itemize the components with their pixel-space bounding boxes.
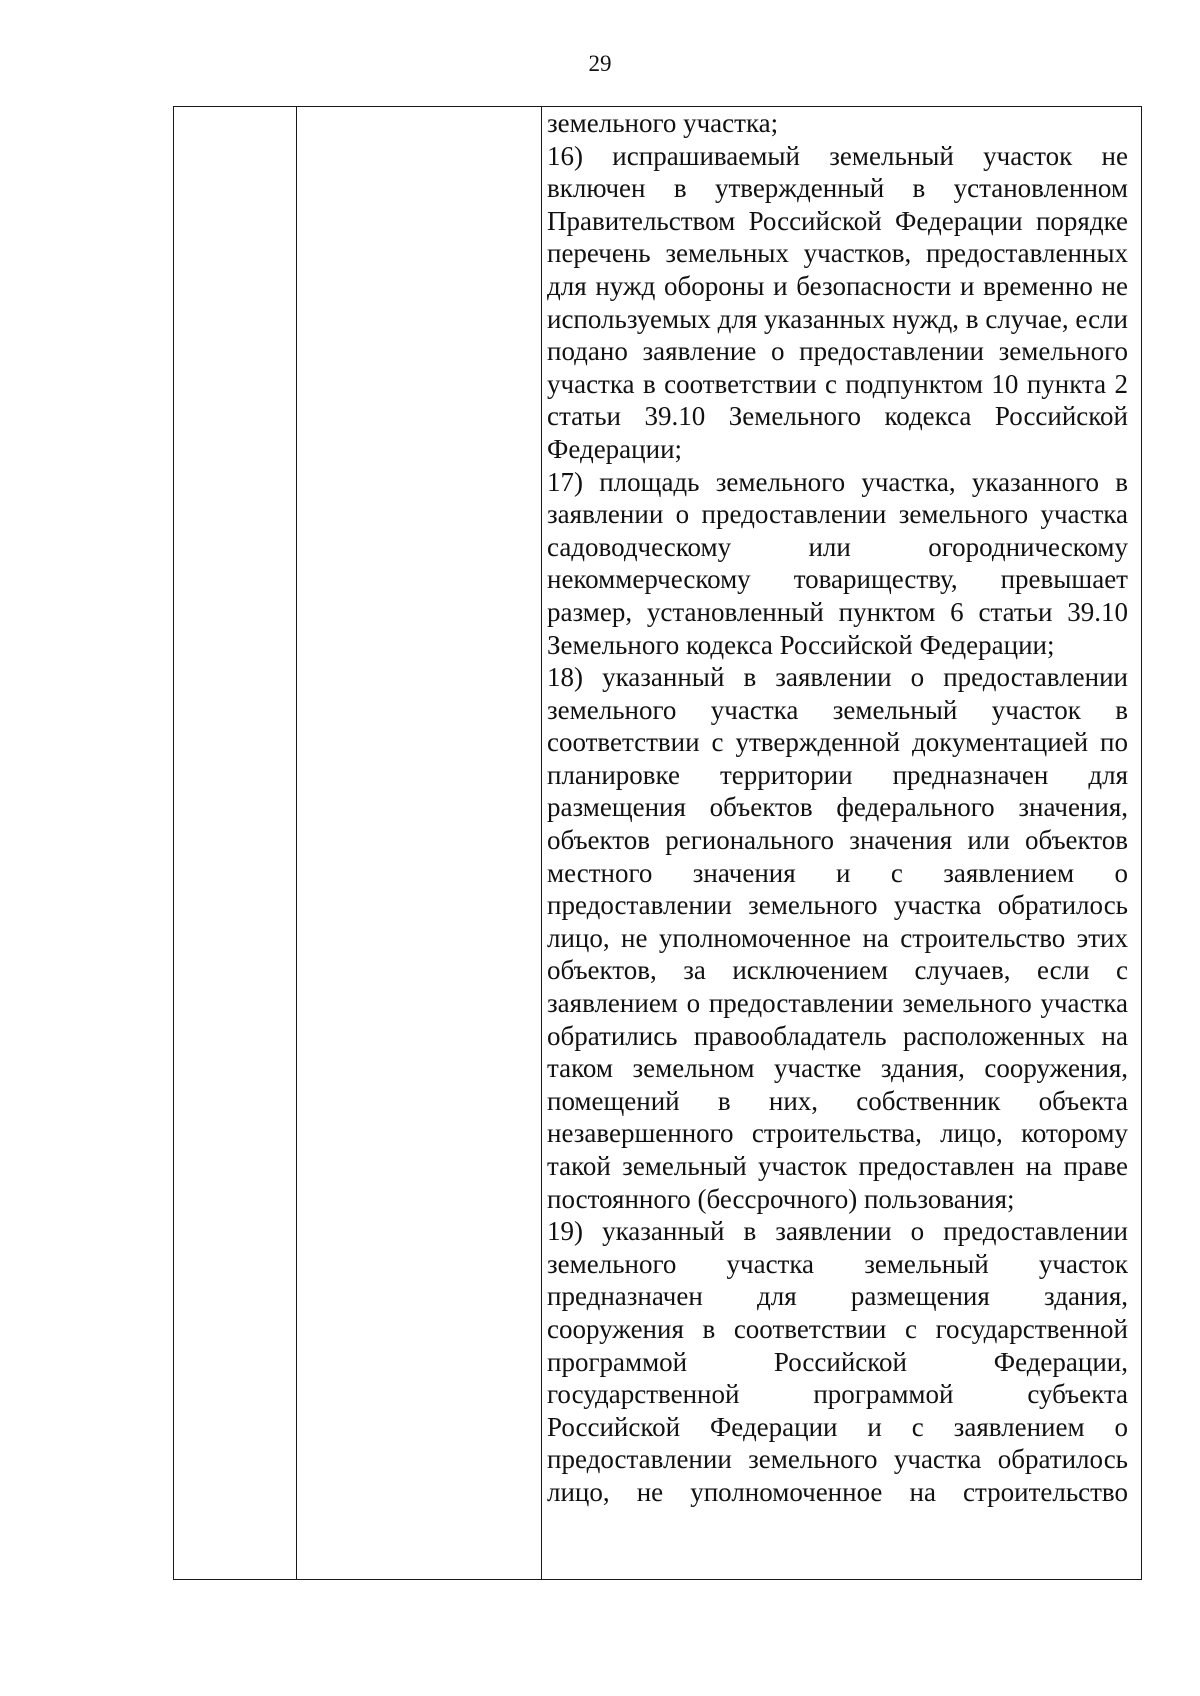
- paragraph-continuation: земельного участка;: [547, 108, 779, 138]
- column-divider-1: [296, 107, 297, 1579]
- table-cell-content: [547, 107, 1128, 1579]
- page-number-row: [0, 50, 1200, 78]
- column-divider-2: [541, 107, 542, 1579]
- paragraph-item-16: 16) испрашиваемый земельный участок не включен в утвержденный в установленном Правительством Российской Федерации порядке перечень земельных участков, предоставленных для нужд обороны и безопасности и временно не используемых для указанных нужд, в случае, если подано заявление о предоставлении земельного участка в соответствии с подпунктом 10 пункта 2 статьи 39.10 Земельного кодекса Российской Федерации;: [547, 140, 1128, 464]
- document-table: [173, 106, 1142, 1580]
- paragraph-item-18: 18) указанный в заявлении о предоставлении земельного участка земельный участок в соответствии с утвержденной документацией по планировке территории предназначен для размещения объектов федерального значения, объектов регионального значения или объектов местного значения и с заявлением о предоставлении земельного участка обратилось лицо, не уполномоченное на строительство этих объектов, за исключением случаев, если с заявлением о предоставлении земельного участка обратились правообладатель расположенных на таком земельном участке здания, сооружения, помещений в них, собственник объекта незавершенного строительства, лицо, которому такой земельный участок предоставлен на праве постоянного (бессрочного) пользования;: [547, 662, 1128, 1214]
- paragraph-item-17: 17) площадь земельного участка, указанного в заявлении о предоставлении земельного участка садоводческому или огородническому некоммерческому товариществу, превышает размер, установленный пунктом 6 статьи 39.10 Земельного кодекса Российской Федерации;: [547, 466, 1128, 660]
- page-number: 29: [588, 51, 612, 76]
- paragraph-item-19: 19) указанный в заявлении о предоставлении земельного участка земельный участок предназначен для размещения здания, сооружения в соответствии с государственной программой Российской Федерации, государственной программой субъекта Российской Федерации и с заявлением о предоставлении земельного участка обратилось лицо, не уполномоченное на строительство: [547, 1216, 1128, 1507]
